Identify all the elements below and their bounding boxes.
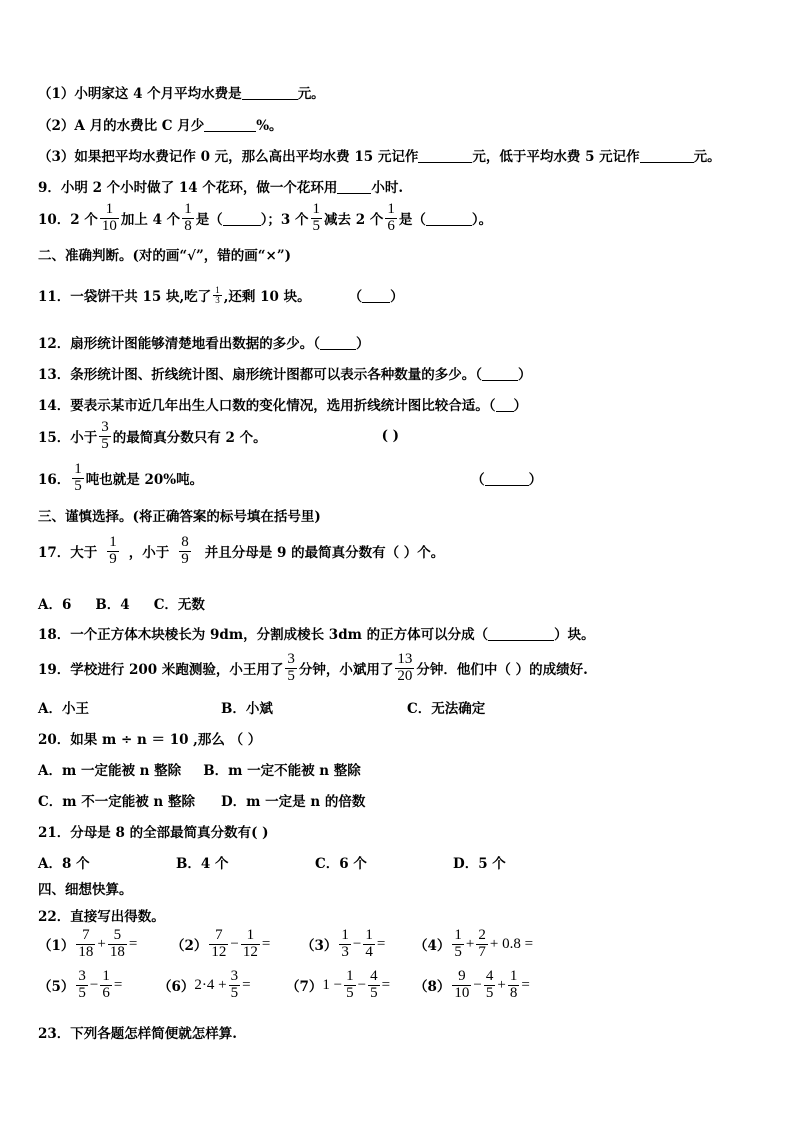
fraction: $\frac{3}{5}$ [287,651,295,684]
fraction: $\frac{1}{8}$ [184,201,192,234]
question-23: 23．下列各题怎样简便就怎样算. [38,1026,237,1042]
option-b[interactable]: B．m 一定不能被 n 整除 [203,763,361,779]
question-12: 12．扇形统计图能够清楚地看出数据的多少。（ ） [38,336,370,352]
question-17-options [38,593,205,613]
answer-blank[interactable] [418,147,472,163]
question-20-options-row2 [38,790,365,810]
question-20: 20．如果 m ÷ n ＝ 10 ,那么 （ ） [38,732,262,748]
option-d[interactable]: D．5 个 [453,856,506,872]
question-14: 14．要表示某市近几年出生人口数的变化情况，选用折线统计图比较合适。（ ） [38,398,528,414]
fraction: $\frac{3}{5}$ [101,419,109,452]
option-c[interactable]: C．无数 [153,597,205,613]
answer-blank[interactable] [640,147,694,163]
fraction: $\frac{1}{6}$ [387,201,395,234]
question-15: 15．小于 $\frac{3}{5}$ 的最简真分数只有 2 个。 ( ) [38,419,400,452]
answer-blank[interactable] [488,625,554,641]
question-22-title: 22．直接写出得数。 [38,909,165,925]
question-17: 17．大于 $\frac{1}{9}$ ，小于 $\frac{8}{9}$ 并且分母是 9 的最简真分数有（ ）个。 [38,534,445,567]
expression-3: （3） $\frac{1}{3}$ − $\frac{1}{4}$ = [301,927,386,960]
answer-blank[interactable] [204,116,256,132]
option-c[interactable]: C．6 个 [315,856,367,872]
option-a[interactable]: A．m 一定能被 n 整除 [38,763,182,779]
answer-blank[interactable] [223,210,261,226]
option-c[interactable]: C．无法确定 [407,701,486,717]
option-c[interactable]: C．m 不一定能被 n 整除 [38,794,195,810]
fraction: $\frac{13}{20}$ [397,651,413,684]
fraction: $\frac{1}{10}$ [101,201,117,234]
q8-part3: （3）如果把平均水费记作 0 元，那么高出平均水费 15 元记作 元，低于平均水费 5 元记作 元。 [38,149,721,165]
option-a[interactable]: A．8 个 [38,856,90,872]
section-4-heading: 四、细想快算。 [38,882,133,898]
option-a[interactable]: A．小王 [38,701,89,717]
question-22-row1 [38,928,533,961]
answer-blank[interactable] [426,210,472,226]
answer-blank[interactable] [482,365,518,381]
option-a[interactable]: A．6 [38,597,72,613]
expression-4: （4） $\frac{1}{5}$ + $\frac{2}{7}$ + 0.8 = [414,927,534,960]
q8-part2: （2）A 月的水费比 C 月少 %。 [38,118,283,134]
option-b[interactable]: B．4 [95,597,130,613]
section-3-heading: 三、谨慎选择。(将正确答案的标号填在括号里) [38,509,321,525]
option-d[interactable]: D．m 一定是 n 的倍数 [220,794,366,810]
option-b[interactable]: B．小斌 [221,701,273,717]
question-18: 18．一个正方体木块棱长为 9dm，分割成棱长 3dm 的正方体可以分成（ ）块。 [38,627,595,643]
answer-blank[interactable] [337,178,371,194]
question-21-options [38,852,506,872]
question-10: 10．2 个 $\frac{1}{10}$ 加上 4 个 $\frac{1}{8}$ 是（ ）；3 个 $\frac{1}{5}$ 减去 2 个 $\frac{1}{6}$ 是（ ）。 [38,201,493,234]
answer-blank[interactable]: ( ) [381,428,400,445]
question-9: 9．小明 2 个小时做了 14 个花环，做一个花环用 小时. [38,180,404,196]
answer-blank[interactable] [485,470,529,486]
question-19-options [38,697,485,717]
fraction: $\frac{1}{5}$ [74,461,82,494]
fraction: $\frac{1}{5}$ [312,201,321,234]
fraction: $\frac{1}{3}$ [215,284,220,305]
fraction: $\frac{8}{9}$ [181,534,189,567]
answer-blank[interactable] [320,334,356,350]
expression-2: （2） $\frac{7}{12}$ − $\frac{1}{12}$ = [171,927,271,960]
expression-8: （8） $\frac{9}{10}$ − $\frac{4}{5}$ + $\frac{1}{8}$ = [414,968,530,1001]
fraction: $\frac{1}{9}$ [109,534,117,567]
question-13: 13．条形统计图、折线统计图、扇形统计图都可以表示各种数量的多少。（ ） [38,367,532,383]
question-11: 11．一袋饼干共 15 块,吃了 $\frac{1}{3}$ ,还剩 10 块。 （ ） [38,284,404,305]
option-b[interactable]: B．4 个 [176,856,229,872]
question-21: 21．分母是 8 的全部最简真分数有( ) [38,825,269,841]
question-20-options-row1 [38,759,361,779]
section-2-heading: 二、准确判断。(对的画“√”，错的画“×”) [38,248,292,264]
expression-1: （1） $\frac{7}{18}$ + $\frac{5}{18}$ = [38,927,138,960]
answer-blank[interactable] [362,287,390,303]
question-16: 16． $\frac{1}{5}$ 吨也就是 20%吨。 （ ） [38,461,543,494]
expression-7: （7） 1 − $\frac{1}{5}$ − $\frac{4}{5}$ = [286,968,391,1001]
q8-part1: （1）小明家这 4 个月平均水费是 元。 [38,86,325,102]
expression-5: （5） $\frac{3}{5}$ − $\frac{1}{6}$ = [38,968,123,1001]
answer-blank[interactable] [242,84,298,100]
question-22-row2 [38,969,530,1002]
question-19: 19．学校进行 200 米跑测验，小王用了 $\frac{3}{5}$ 分钟，小斌用了 $\frac{13}{20}$ 分钟．他们中（ ）的成绩好. [38,651,588,684]
answer-blank[interactable] [496,396,514,412]
expression-6: （6） 2·4 + $\frac{3}{5}$ = [158,968,251,1001]
